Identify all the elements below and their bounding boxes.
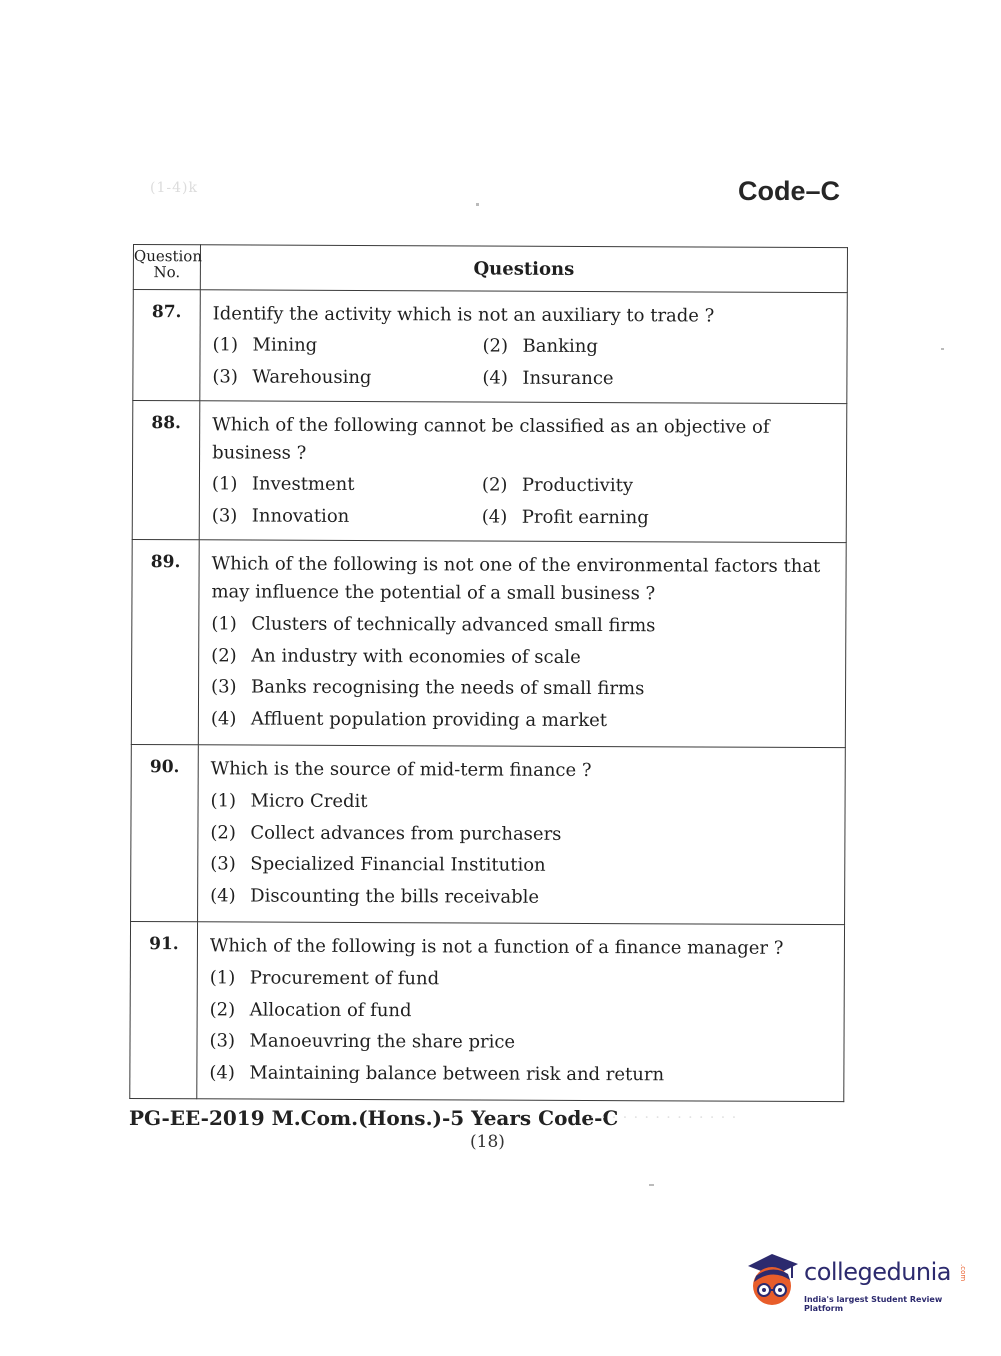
question-body <box>197 922 845 1102</box>
option-text: An industry with economies of scale <box>251 645 581 668</box>
option-text: Productivity <box>521 474 634 497</box>
question-text: Which of the following is not one of the environmental factors that may influence the potential of a small business ? <box>211 553 821 605</box>
question-body <box>198 540 846 748</box>
question-rows <box>130 290 848 1102</box>
question-row <box>131 539 846 747</box>
option <box>210 994 834 1028</box>
option-number: (4) <box>210 707 237 729</box>
option-number: (1) <box>212 334 239 356</box>
question-text: Identify the activity which is not an auxiliary to trade ? <box>212 303 715 327</box>
option-text: Allocation of fund <box>249 999 412 1021</box>
header-questions: Questions <box>200 245 847 293</box>
option <box>209 1025 833 1059</box>
options <box>212 471 836 532</box>
option-text: Banking <box>522 335 598 358</box>
question-table <box>129 244 848 1102</box>
question-number: 87. <box>133 290 200 401</box>
option-text: Manoeuvring the share price <box>249 1030 516 1053</box>
option-text: Procurement of fund <box>249 967 440 990</box>
question-body <box>199 401 847 543</box>
option-number: (1) <box>211 613 237 635</box>
question-row <box>131 744 846 924</box>
option-text: Discounting the bills receivable <box>250 885 540 908</box>
option <box>212 364 482 391</box>
option-number: (1) <box>210 790 237 812</box>
question-body <box>198 745 846 925</box>
option-number: (4) <box>482 367 508 389</box>
option-number: (2) <box>210 821 236 843</box>
option <box>482 334 836 362</box>
option-number: (3) <box>210 853 236 875</box>
option-number: (2) <box>482 335 509 357</box>
faint-header-mark: (1-4)k <box>150 180 198 196</box>
scan-speck <box>476 203 479 206</box>
question-row <box>130 921 845 1101</box>
option-number: (2) <box>209 998 236 1020</box>
options <box>210 785 835 914</box>
question-number: 90. <box>131 744 199 921</box>
footer-exam-code: PG-EE-2019 M.Com.(Hons.)-5 Years Code-C <box>129 1106 619 1130</box>
options <box>209 962 834 1091</box>
option <box>211 785 835 819</box>
option <box>212 471 482 498</box>
options <box>212 332 836 393</box>
mascot-icon <box>742 1250 802 1312</box>
option-number: (4) <box>481 506 508 528</box>
option-text: Collect advances from purchasers <box>250 822 562 845</box>
option <box>482 366 836 394</box>
option-text: Specialized Financial Institution <box>250 853 546 876</box>
collegedunia-logo <box>742 1250 972 1312</box>
logo-name: collegedunia <box>804 1258 952 1286</box>
option-text: Warehousing <box>252 366 372 389</box>
option <box>210 848 834 882</box>
option-number: (3) <box>212 366 238 388</box>
logo-tagline: India's largest Student Review Platform <box>804 1295 943 1313</box>
option <box>209 1057 833 1091</box>
option-number: (3) <box>211 676 237 698</box>
question-row <box>132 401 847 543</box>
option-number: (1) <box>211 473 238 495</box>
option-text: Micro Credit <box>250 790 368 813</box>
question-text: Which of the following cannot be classified as an objective of business ? <box>212 414 770 464</box>
option-number: (1) <box>209 967 236 989</box>
option <box>211 608 835 642</box>
option-text: Affluent population providing a market <box>250 708 608 731</box>
option <box>210 817 834 851</box>
scan-speck <box>941 348 944 350</box>
option-text: Clusters of technically advanced small firms <box>251 613 656 637</box>
option-text: Banks recognising the needs of small firms <box>251 676 645 700</box>
option <box>212 503 482 530</box>
option-number: (3) <box>209 1030 236 1052</box>
question-number: 89. <box>131 539 199 744</box>
option-text: Innovation <box>251 505 350 527</box>
option <box>211 640 835 674</box>
option <box>211 671 835 705</box>
option <box>482 505 836 533</box>
option-text: Mining <box>252 334 318 356</box>
option-text: Profit earning <box>521 506 649 529</box>
question-row <box>133 290 847 404</box>
option-number: (2) <box>481 474 508 496</box>
option-number: (2) <box>211 644 237 666</box>
option-number: (3) <box>211 505 238 527</box>
option <box>482 473 836 501</box>
option-number: (4) <box>209 1061 235 1083</box>
option <box>210 880 834 914</box>
option <box>211 703 835 737</box>
footer-faint-mark: · · · · · · · · · · · · · · <box>590 1110 738 1126</box>
question-body <box>200 290 847 404</box>
question-number: 88. <box>132 401 200 540</box>
header-question-no: Question No. <box>133 245 200 290</box>
question-text: Which of the following is not a function of a finance manager ? <box>209 935 784 959</box>
page-number: (18) <box>470 1132 505 1152</box>
option-text: Insurance <box>522 367 614 390</box>
scan-speck <box>649 1184 654 1186</box>
option <box>210 962 834 996</box>
logo-suffix: .com <box>959 1264 967 1282</box>
option <box>213 332 483 359</box>
question-text: Which is the source of mid-term finance ? <box>210 758 592 782</box>
option-text: Maintaining balance between risk and return <box>249 1062 665 1085</box>
option-text: Investment <box>251 473 355 495</box>
option-number: (4) <box>210 884 236 906</box>
question-number: 91. <box>130 921 198 1098</box>
options <box>211 608 836 737</box>
code-label: Code–C <box>738 176 841 206</box>
